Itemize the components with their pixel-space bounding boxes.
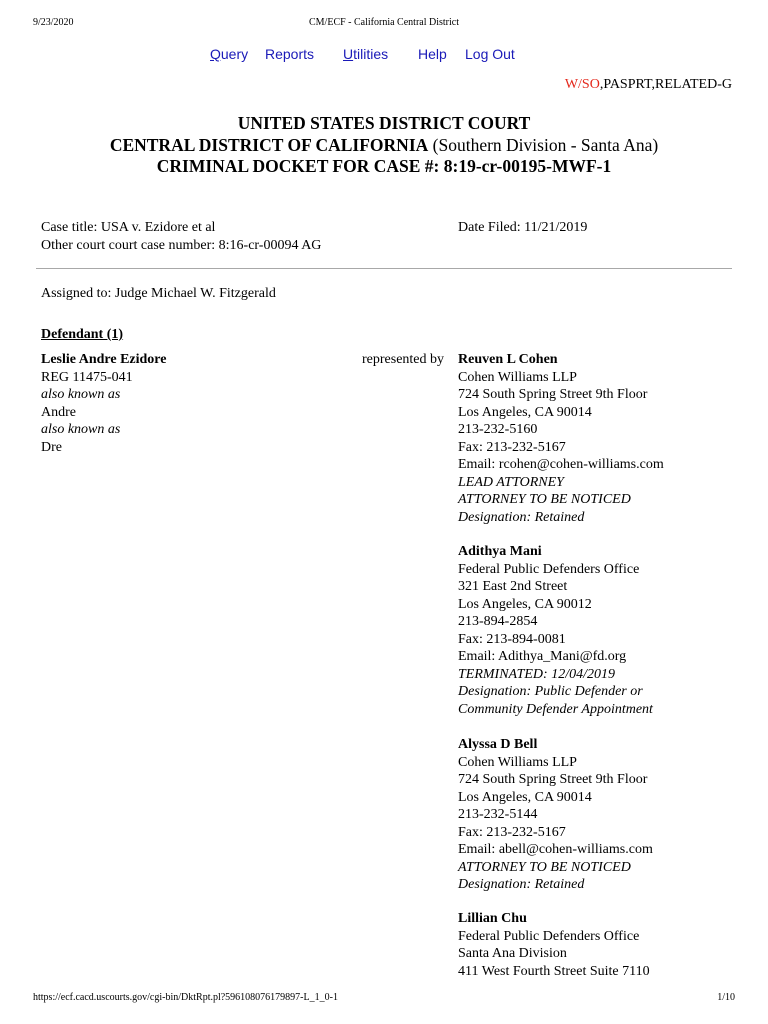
- court-name: UNITED STATES DISTRICT COURT: [237, 113, 531, 133]
- represented-by-label: represented by: [362, 352, 445, 367]
- docket-title: CRIMINAL DOCKET FOR CASE #: 8:19-cr-00195-MWF-1: [156, 156, 612, 176]
- divider: [36, 268, 732, 269]
- attorney-name: Reuven L Cohen: [458, 352, 558, 367]
- attorney-email: Email: Adithya_Mani@fd.org: [458, 649, 627, 664]
- attorney-line: Fax: 213-894-0081: [458, 631, 566, 647]
- attorney-line: 213-232-5160: [458, 422, 538, 437]
- attorney-line: 213-232-5144: [458, 807, 538, 822]
- menu-help[interactable]: Help: [418, 46, 447, 62]
- district-line: CENTRAL DISTRICT OF CALIFORNIA (Southern Division - Santa Ana): [109, 134, 659, 155]
- attorney-line: Los Angeles, CA 90014: [458, 789, 592, 805]
- aka-value: Dre: [41, 440, 62, 455]
- case-title: Case title: USA v. Ezidore et al: [41, 220, 216, 235]
- footer-url: https://ecf.cacd.uscourts.gov/cgi-bin/DktRpt.pl?596108076179897-L_1_0-1: [33, 992, 338, 1003]
- attorney-line: Los Angeles, CA 90012: [458, 596, 592, 612]
- menu-utilities[interactable]: Utilities: [343, 46, 389, 62]
- attorney-line: 321 East 2nd Street: [458, 579, 568, 594]
- attorney-designation: Designation: Public Defender or: [458, 684, 643, 699]
- aka-value: Andre: [41, 405, 76, 420]
- attorney-email: Email: rcohen@cohen-williams.com: [458, 457, 664, 472]
- attorney-line: Cohen Williams LLP: [458, 369, 577, 385]
- print-date: 9/23/2020: [33, 17, 74, 28]
- aka-label: also known as: [41, 387, 121, 402]
- attorney-designation: Community Defender Appointment: [458, 701, 653, 717]
- court-header: [0, 113, 768, 178]
- ecf-menu-bar: [0, 46, 768, 66]
- defendant-name: Leslie Andre Ezidore: [41, 352, 167, 367]
- attorney-name: Alyssa D Bell: [458, 737, 538, 752]
- attorney-name: Adithya Mani: [458, 544, 542, 559]
- footer-page-number: 1/10: [717, 992, 735, 1003]
- attorney-line: Cohen Williams LLP: [458, 754, 577, 770]
- attorney-designation: Designation: Retained: [458, 509, 585, 525]
- menu-query[interactable]: Query: [210, 46, 249, 62]
- attorney-line: 724 South Spring Street 9th Floor: [458, 772, 648, 787]
- menu-reports[interactable]: Reports: [265, 46, 315, 62]
- attorney-block: [458, 351, 664, 526]
- attorney-status: ATTORNEY TO BE NOTICED: [458, 492, 631, 507]
- attorney-line: Fax: 213-232-5167: [458, 824, 566, 840]
- attorney-line: Federal Public Defenders Office: [458, 561, 640, 577]
- attorney-line: Fax: 213-232-5167: [458, 439, 566, 455]
- menu-logout[interactable]: Log Out: [465, 46, 515, 62]
- attorney-block: [458, 736, 653, 894]
- defendant-reg: REG 11475-041: [41, 370, 133, 385]
- other-case-number: Other court court case number: 8:16-cr-00094 AG: [41, 238, 322, 253]
- attorney-line: 724 South Spring Street 9th Floor: [458, 387, 648, 402]
- attorney-block: [458, 910, 650, 980]
- date-filed: Date Filed: 11/21/2019: [458, 220, 588, 235]
- defendant-heading: Defendant (1): [41, 327, 124, 342]
- aka-label: also known as: [41, 422, 121, 437]
- attorney-line: Los Angeles, CA 90014: [458, 404, 592, 420]
- flag-wso: W/SO: [564, 77, 600, 92]
- attorney-status: ATTORNEY TO BE NOTICED: [458, 859, 631, 875]
- print-page-title: CM/ECF - California Central District: [309, 17, 459, 28]
- attorney-line: Santa Ana Division: [458, 946, 567, 961]
- attorney-line: 213-894-2854: [458, 614, 538, 629]
- attorney-status: LEAD ATTORNEY: [458, 474, 564, 490]
- attorney-line: Federal Public Defenders Office: [458, 928, 640, 944]
- case-flags: [565, 77, 732, 93]
- attorney-email: Email: abell@cohen-williams.com: [458, 842, 653, 857]
- attorney-name: Lillian Chu: [458, 911, 527, 926]
- attorney-line: 411 West Fourth Street Suite 7110: [458, 963, 650, 979]
- attorney-status: TERMINATED: 12/04/2019: [458, 666, 615, 682]
- attorney-designation: Designation: Retained: [458, 877, 585, 892]
- flag-others: ,PASPRT,RELATED-G: [599, 77, 732, 92]
- attorney-block: [458, 543, 653, 718]
- assigned-judge: Assigned to: Judge Michael W. Fitzgerald: [41, 286, 276, 301]
